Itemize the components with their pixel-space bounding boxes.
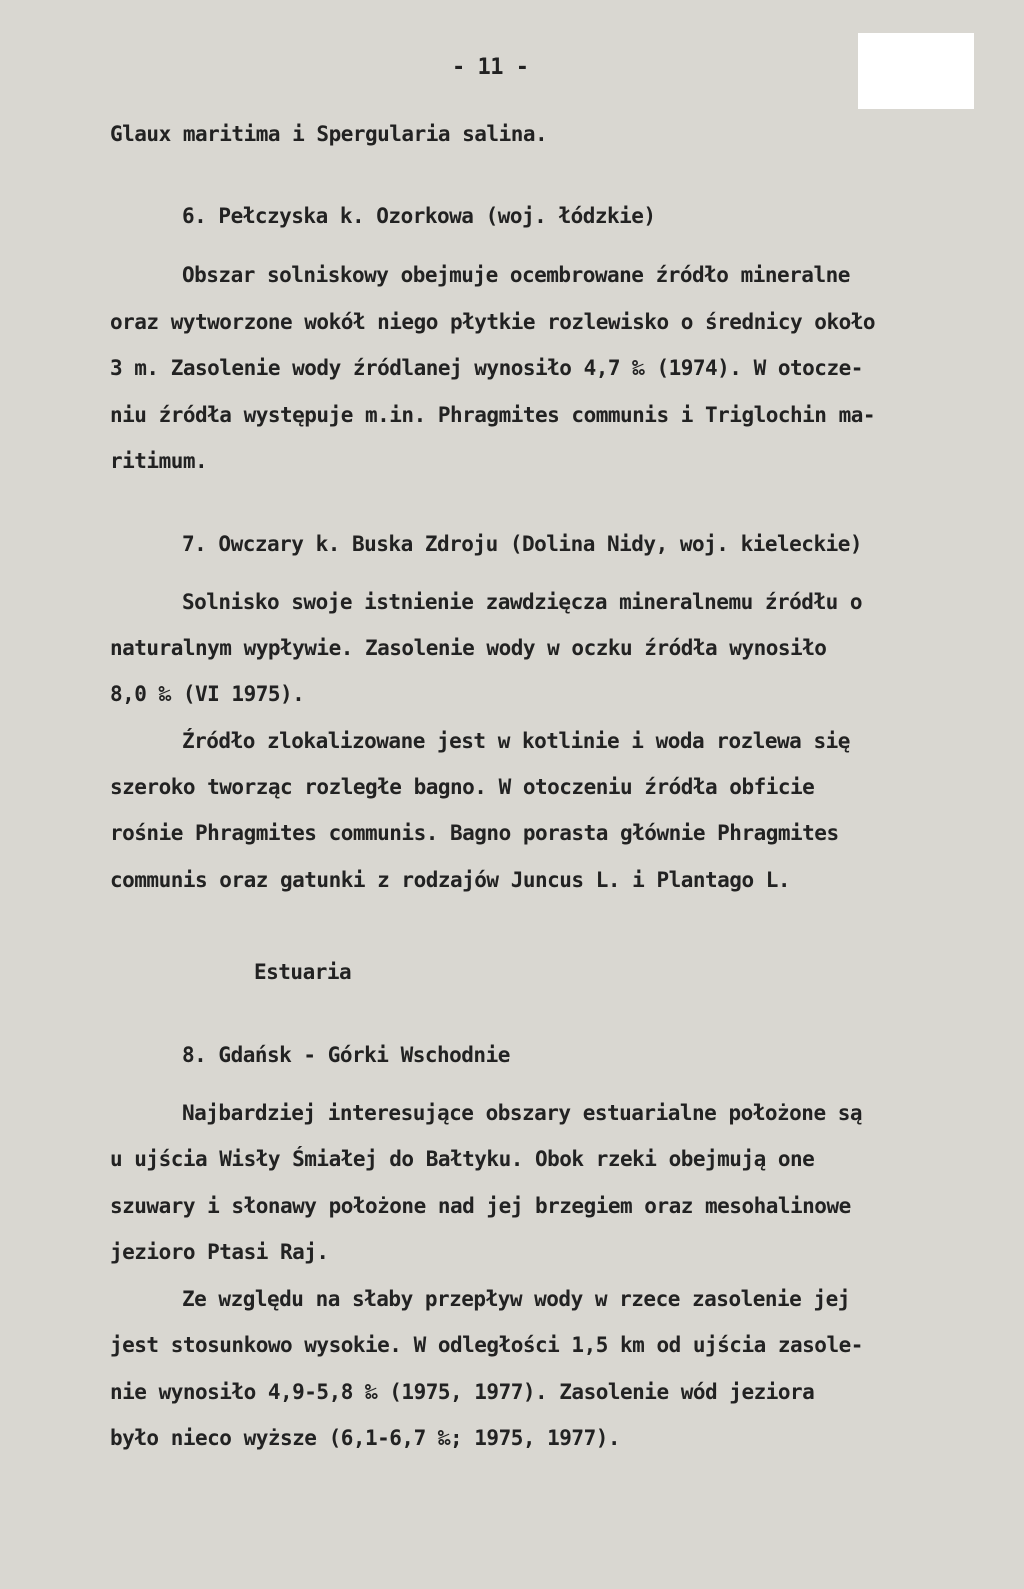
text-line: szuwary i słonawy położone nad jej brzegiem oraz mesohalinowe xyxy=(110,1194,851,1218)
section-heading: 6. Pełczyska k. Ozorkowa (woj. łódzkie) xyxy=(182,204,656,228)
text-line: Obszar solniskowy obejmuje ocembrowane źródło mineralne xyxy=(182,263,850,287)
text-line: naturalnym wypływie. Zasolenie wody w oczku źródła wynosiło xyxy=(110,636,827,660)
page-number: - 11 - xyxy=(452,55,529,80)
text-line: było nieco wyższe (6,1-6,7 ‰; 1975, 1977). xyxy=(110,1426,621,1450)
section-title: Estuaria xyxy=(254,960,352,984)
text-line: jezioro Ptasi Raj. xyxy=(110,1240,329,1264)
text-line: communis oraz gatunki z rodzajów Juncus L. i Plantago L. xyxy=(110,868,791,892)
text-line: nie wynosiło 4,9-5,8 ‰ (1975, 1977). Zasolenie wód jeziora xyxy=(110,1380,815,1404)
text-line: szeroko tworząc rozległe bagno. W otoczeniu źródła obficie xyxy=(110,775,815,799)
text-line: oraz wytworzone wokół niego płytkie rozlewisko o średnicy około xyxy=(110,310,876,334)
text-line: 8,0 ‰ (VI 1975). xyxy=(110,682,305,706)
white-patch xyxy=(858,33,974,109)
text-line: ritimum. xyxy=(110,449,208,473)
text-line: Ze względu na słaby przepływ wody w rzece zasolenie jej xyxy=(182,1287,850,1311)
section-heading: 7. Owczary k. Buska Zdroju (Dolina Nidy, woj. kieleckie) xyxy=(182,532,863,556)
text-line: Najbardziej interesujące obszary estuarialne położone są xyxy=(182,1101,863,1125)
text-line: Solnisko swoje istnienie zawdzięcza mineralnemu źródłu o xyxy=(182,590,863,614)
text-line: u ujścia Wisły Śmiałej do Bałtyku. Obok rzeki obejmują one xyxy=(110,1147,815,1171)
text-line: niu źródła występuje m.in. Phragmites communis i Triglochin ma- xyxy=(110,403,876,427)
section-heading: 8. Gdańsk - Górki Wschodnie xyxy=(182,1043,510,1067)
text-line: jest stosunkowo wysokie. W odległości 1,5 km od ujścia zasole- xyxy=(110,1333,863,1357)
text-line: 3 m. Zasolenie wody źródlanej wynosiło 4,7 ‰ (1974). W otocze- xyxy=(110,356,863,380)
text-line: Źródło zlokalizowane jest w kotlinie i woda rozlewa się xyxy=(182,729,850,753)
text-line: rośnie Phragmites communis. Bagno porasta głównie Phragmites xyxy=(110,821,839,845)
text-line: Glaux maritima i Spergularia salina. xyxy=(110,122,548,146)
